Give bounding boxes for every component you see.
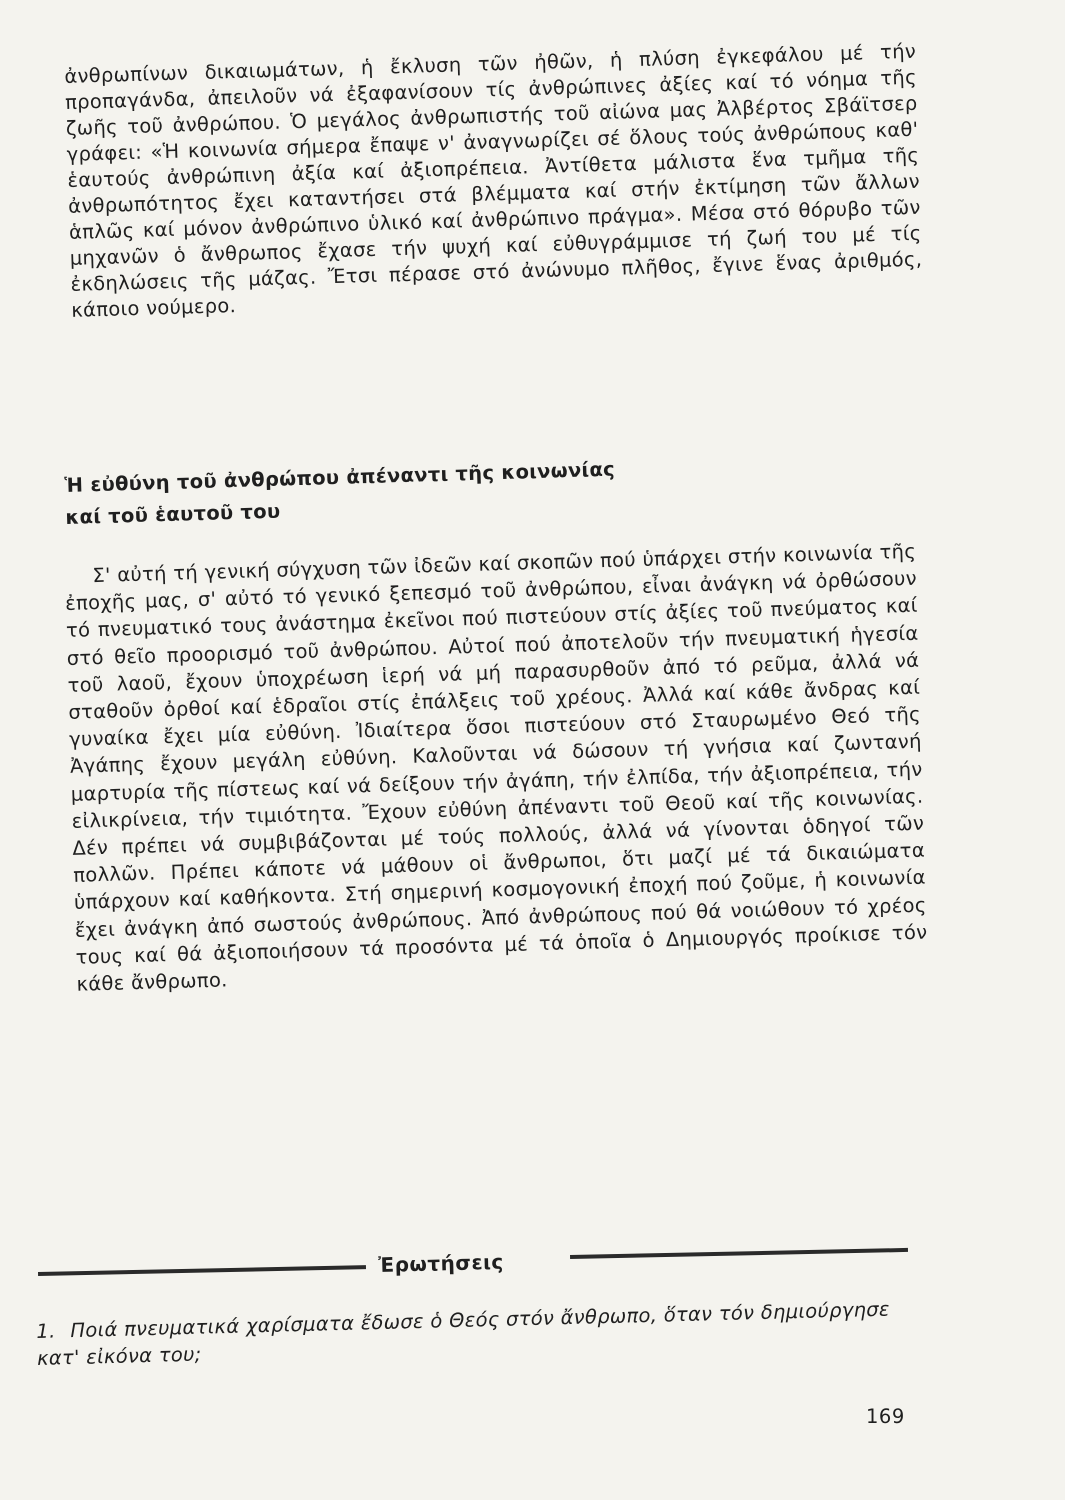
- section-heading-line-2: καί τοῦ ἑαυτοῦ του: [65, 499, 281, 529]
- paragraph-top: ἀνθρωπίνων δικαιωμάτων, ἡ ἔκλυση τῶν ἠθῶν, ἡ πλύση ἐγκεφάλου μέ τήν προπαγάνδα, ἀπειλοῦν νά ἐξαφανίσουν τίς ἀνθρώπινες ἀξίες καί τό νόημα τῆς ζωῆς τοῦ ἀνθρώπου. Ὁ μεγάλος ἀνθρωπιστής τοῦ αἰώνα μας Ἀλβέρτος Σβάϊτσερ γράφει: «Ἡ κοινωνία σήμερα ἔπαψε ν' ἀναγνωρίζει σέ ὅλους τούς ἀνθρώπους καθ' ἑαυτούς ἀνθρώπινη ἀξία καί ἀξιοπρέπεια. Ἀντίθετα μάλιστα ἕνα τμῆμα τῆς ἀνθρωπότητος ἔχει καταντήσει στά βλέμματα καί στήν ἐκτίμηση τῶν ἄλλων ἁπλῶς καί μόνον ἀνθρώπινο ὑλικό καί ἀνθρώπινο πράγμα». Μέσα στό θόρυβο τῶν μηχανῶν ὁ ἄνθρωπος ἔχασε τήν ψυχή καί εὐθυγράμμισε τή ζωή του μέ τίς ἐκδηλώσεις τῆς μάζας. Ἔτσι πέρασε στό ἀνώνυμο πλῆθος, ἔγινε ἕνας ἀριθμός, κάποιο νούμερο.: [64, 39, 923, 322]
- section-heading: [64, 451, 706, 534]
- page-number: 169: [866, 1405, 905, 1428]
- section-heading-line-1: Ἡ εὐθύνη τοῦ ἀνθρώπου ἀπέναντι τῆς κοινωνίας: [64, 457, 616, 497]
- questions-divider-left: [38, 1265, 366, 1276]
- questions-title: Ἐρωτήσεις: [378, 1249, 504, 1277]
- question-number: 1.: [36, 1319, 56, 1343]
- paragraph-main: Σ' αὐτή τή γενική σύγχυση τῶν ἰδεῶν καί σκοπῶν πού ὑπάρχει στήν κοινωνία τῆς ἐποχῆς μας, σ' αὐτό τό γενικό ξεπεσμό τοῦ ἀνθρώπου, εἶναι ἀνάγκη νά ὀρθώσουν τό πνευματικό τους ἀνάστημα ἐκεῖνοι πού πιστεύουν στίς ἀξίες τοῦ πνεύματος καί στό θεῖο προορισμό τοῦ ἀνθρώπου. Αὐτοί πού ἀποτελοῦν τήν πνευματική ἡγεσία τοῦ λαοῦ, ἔχουν ὑποχρέωση ἱερή νά μή παρασυρθοῦν ἀπό τό ρεῦμα, ἀλλά νά σταθοῦν ὀρθοί καί ἑδραῖοι στίς ἐπάλξεις τοῦ χρέους. Ἀλλά καί κάθε ἄνδρας καί γυναίκα ἔχει μία εὐθύνη. Ἰδιαίτερα ὅσοι πιστεύουν στό Σταυρωμένο Θεό τῆς Ἀγάπης ἔχουν μεγάλη εὐθύνη. Καλοῦνται νά δώσουν τή γνήσια καί ζωντανή μαρτυρία τῆς πίστεως καί νά δείξουν τήν ἀγάπη, τήν ἐλπίδα, τήν ἀξιοπρέπεια, τήν εἰλικρίνεια, τήν τιμιότητα. Ἔχουν εὐθύνη ἀπέναντι τοῦ Θεοῦ καί τῆς κοινωνίας. Δέν πρέπει νά συμβιβάζονται μέ τούς πολλούς, ἀλλά νά γίνονται ὁδηγοί τῶν πολλῶν. Πρέπει κάποτε νά μάθουν οἱ ἄνθρωποι, ὅτι μαζί μέ τά δικαιώματα ὑπάρχουν καί καθήκοντα. Στή σημερινή κοσμογονική ἐποχή πού ζοῦμε, ἡ κοινωνία ἔχει ἀνάγκη ἀπό σωστούς ἀνθρώπους. Ἀπό ἀνθρώπους πού θά νοιώθουν τό χρέος τους καί θά ἀξιοποιήσουν τά προσόντα μέ τά ὁποῖα ὁ Δημιουργός προίκισε τόν κάθε ἄνθρωπο.: [64, 539, 928, 996]
- question-text: Ποιά πνευματικά χαρίσματα ἔδωσε ὁ Θεός στόν ἄνθρωπο, ὅταν τόν δημιούργησε κατ' εἰκόνα του;: [36, 1297, 891, 1370]
- question-item: [36, 1295, 907, 1372]
- questions-divider-right: [570, 1248, 908, 1259]
